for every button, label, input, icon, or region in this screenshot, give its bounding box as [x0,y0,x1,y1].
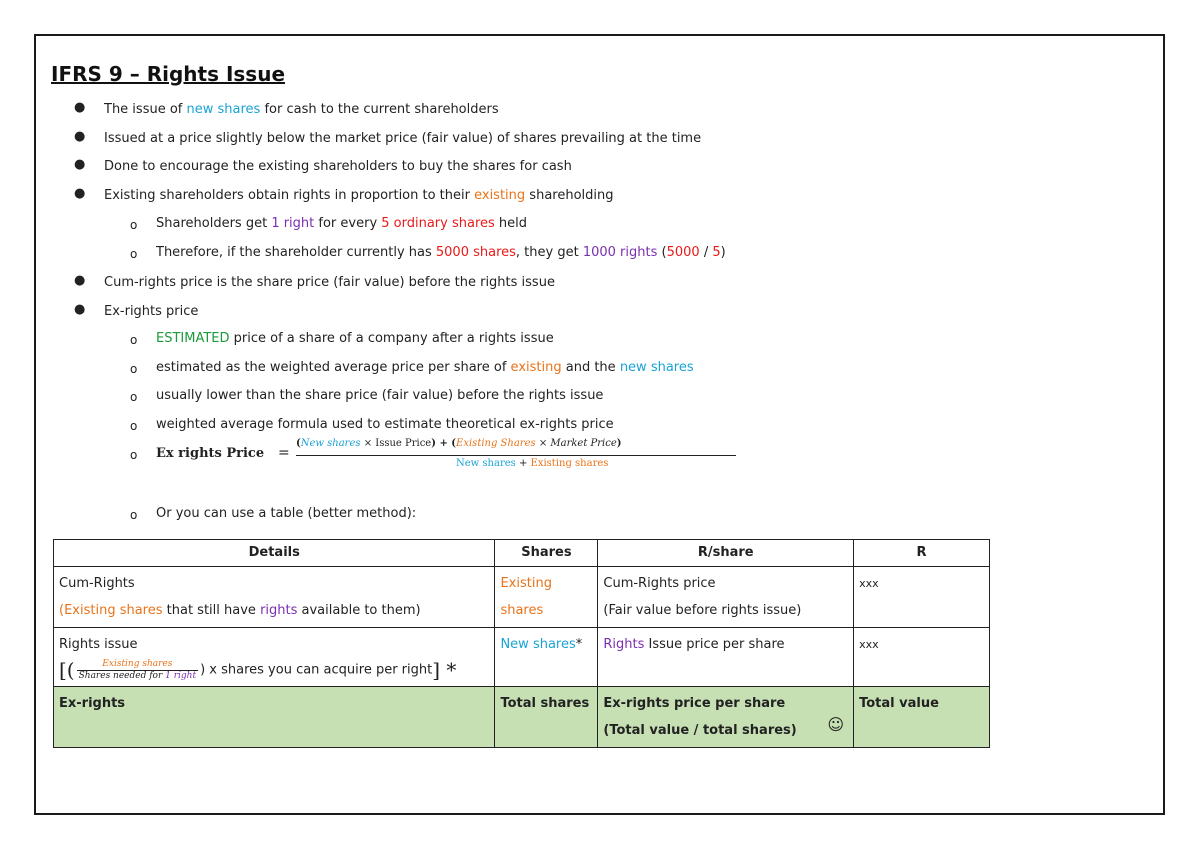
sub-bullet-o: o [130,508,138,522]
bullet-new-shares-issue: The issue of new shares for cash to the current shareholders [104,102,499,117]
formula-fraction-bar [296,455,736,456]
smiley-icon: ☺ [827,714,845,734]
bullet-cum-rights: Cum-rights price is the share price (fair value) before the rights issue [104,275,555,290]
header-shares: Shares [495,540,598,567]
formula-numerator: (New shares × Issue Price) + (Existing Shares × Market Price) [296,438,622,449]
cell-shares: Existing shares [495,567,598,628]
bullet-ex-rights: Ex-rights price [104,304,199,319]
table-row-cum-rights [54,567,990,628]
table-header-row [54,540,990,567]
sub-bullet-o: o [130,247,138,261]
cell-r: xxx [854,628,990,687]
cell-r-per-share: Rights Issue price per share [598,628,854,687]
bullet-dot: ● [74,157,86,172]
sub-bullet-o: o [130,390,138,404]
sub-bullet-o: o [130,448,138,462]
bullet-proportion: Existing shareholders obtain rights in proportion to their existing shareholding [104,188,614,203]
cell-r-per-share: Cum-Rights price (Fair value before rights issue) [598,567,854,628]
formula-equals: = [278,445,290,461]
sub-bullet-estimated: ESTIMATED price of a share of a company after a rights issue [156,331,554,346]
cell-r: Total value [854,686,990,747]
shares-fraction: $\frac{\text{Existing shares}}{\text{Shares needed for 1 right}}$ [78,658,197,681]
bullet-dot: ● [74,129,86,144]
header-r: R [854,540,990,567]
bullet-encourage: Done to encourage the existing shareholders to buy the shares for cash [104,159,572,174]
cell-details: Ex-rights [54,686,495,747]
header-details: Details [54,540,495,567]
bullet-dot: ● [74,186,86,201]
table-row-ex-rights [54,686,990,747]
sub-bullet-table-intro: Or you can use a table (better method): [156,506,417,521]
sub-bullet-formula-intro: weighted average formula used to estimate theoretical ex-rights price [156,417,614,432]
sub-bullet-example: Therefore, if the shareholder currently has 5000 shares, they get 1000 rights (5000 / 5) [156,245,726,260]
document-page [34,34,1165,815]
sub-bullet-o: o [130,419,138,433]
bullet-dot: ● [74,273,86,288]
cell-r-per-share: Ex-rights price per share (Total value / total shares) ☺ [598,686,854,747]
sub-bullet-weighted: estimated as the weighted average price per share of existing and the new shares [156,360,694,375]
sub-bullet-lower: usually lower than the share price (fair value) before the rights issue [156,388,604,403]
cell-shares: New shares* [495,628,598,687]
sub-bullet-right-ratio: Shareholders get 1 right for every 5 ordinary shares held [156,216,528,231]
table-row-rights-issue [54,628,990,687]
cell-r: xxx [854,567,990,628]
rights-issue-table [53,539,990,748]
formula-denominator: New shares + Existing shares [456,458,609,469]
bullet-dot: ● [74,100,86,115]
cell-details: Rights issue [( $\frac{\text{Existing shares}}{\text{Shares needed for 1 right}}$ ) x shares you can acquire per right] * [54,628,495,687]
sub-bullet-o: o [130,333,138,347]
bullet-issue-price: Issued at a price slightly below the market price (fair value) of shares prevailing at the time [104,131,702,146]
header-r-per-share: R/share [598,540,854,567]
cell-details: Cum-Rights (Existing shares that still have rights available to them) [54,567,495,628]
page-title: IFRS 9 – Rights Issue [51,62,286,86]
cell-shares: Total shares [495,686,598,747]
sub-bullet-o: o [130,218,138,232]
bullet-dot: ● [74,302,86,317]
formula-label: Ex rights Price [156,446,265,461]
sub-bullet-o: o [130,362,138,376]
